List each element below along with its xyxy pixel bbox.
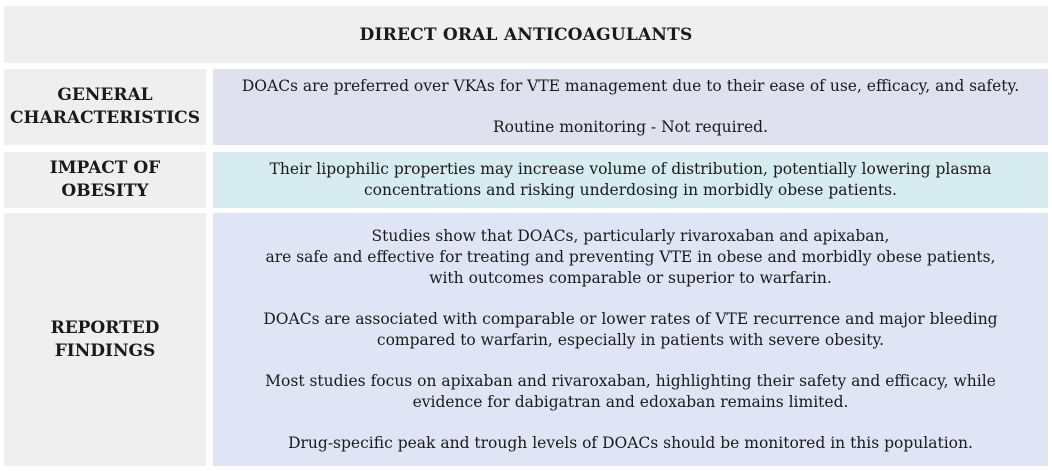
content-line: Most studies focus on apixaban and rivaroxaban, highlighting their safety and efficacy, while — [265, 371, 996, 390]
table-title: DIRECT ORAL ANTICOAGULANTS — [4, 6, 1048, 63]
label-line: FINDINGS — [54, 340, 156, 361]
content-line: Drug-specific peak and trough levels of DOACs should be monitored in this population. — [288, 433, 973, 452]
content-line: DOACs are preferred over VKAs for VTE management due to their ease of use, efficacy, and safety. — [241, 77, 1020, 95]
content-line: concentrations and risking underdosing in morbidly obese patients. — [364, 181, 897, 199]
row-content-general-characteristics — [213, 69, 1048, 145]
label-line: OBESITY — [61, 181, 149, 201]
content-line: evidence for dabigatran and edoxaban remains limited. — [412, 392, 849, 411]
content-line: Routine monitoring - Not required. — [492, 118, 769, 136]
row-label-reported-findings — [4, 213, 206, 466]
row-label-general-characteristics — [4, 69, 206, 145]
content-line: are safe and effective for treating and preventing VTE in obese and morbidly obese patients, — [265, 247, 996, 266]
row-content-impact-of-obesity — [213, 152, 1048, 208]
row-label-impact-of-obesity — [4, 152, 206, 208]
content-line: DOACs are associated with comparable or lower rates of VTE recurrence and major bleeding — [263, 309, 998, 328]
label-line: IMPACT OF — [49, 158, 161, 178]
label-line: CHARACTERISTICS — [9, 108, 200, 128]
content-line: Studies show that DOACs, particularly rivaroxaban and apixaban, — [371, 226, 890, 245]
row-content-reported-findings — [213, 213, 1048, 466]
content-line: Their lipophilic properties may increase volume of distribution, potentially lowering plasma — [269, 160, 992, 178]
label-line: REPORTED — [50, 317, 160, 338]
content-line: with outcomes comparable or superior to warfarin. — [429, 268, 832, 287]
label-line: GENERAL — [57, 85, 153, 105]
content-line: compared to warfarin, especially in patients with severe obesity. — [376, 330, 885, 349]
